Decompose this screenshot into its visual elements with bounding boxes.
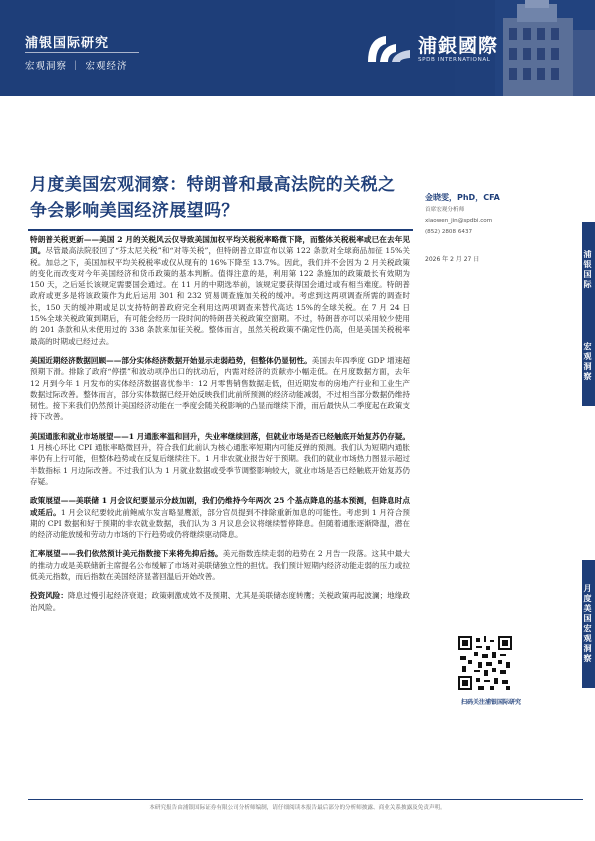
paragraph-lead: 美国通胀和就业市场展望——1 月通胀率温和回升，失业率继续回落，但就业市场是否已经触底开始复苏仍存疑。: [30, 431, 411, 441]
tab-monthly-us-macro: 月度美国宏观洞察: [582, 560, 595, 688]
tab-macro-insight: 宏观洞察: [582, 318, 595, 406]
analyst-phone: (852) 2808 6437: [425, 229, 473, 235]
logo-english-name: SPDB INTERNATIONAL: [418, 57, 491, 63]
paragraph-text: 尽管最高法院驳回了“芬太尼关税”和“对等关税”，但特朗普立即宣布以第 122 条款对全球商品加征 15%关税。加总之下，美国加权平均关税税率或仅从现有的 16%下降至 13.7%。因此，我们并不会因为 2 月关税政策的变化而改变对今年美国经济和货币政策的基本判断。值得注意的是，利用第 122 条施加的政策最长有效期为 150 天，之后延长该规定需要国会通过。在 11 月的中期选举前，该规定要获得国会通过或有相当难度。特朗普政府或更多是将该政策作为此后运用 301 和 232 贸易调查施加关税的缓冲。考虑到这两项调查所需的调查时长，150 天的缓冲期或足以支持特朗普政府完全利用这两项调查来替代高达 15%的全球关税。在 7 月 24 日 15%全球关税政策到期后，有可能会经历一段时间的特朗普关税政策空窗期。不过，特朗普亦可以采用较少使用的 201 条款和从未使用过的 338 条款来加征关税。整体而言，虽然关税政策不确定性仍高，但是美国关税税率最高的时期或已经过去。: [30, 246, 411, 346]
footer-disclaimer: 本研究报告由浦银国际证券有限公司分析师编制，请仔细阅读本报告最后部分的分析师披露、商业关系披露及免责声明。: [149, 805, 446, 811]
paragraph-tariff: [30, 234, 410, 347]
paragraph-risks: [30, 590, 410, 613]
paragraph-lead: 投资风险：: [30, 591, 68, 601]
paragraph-lead: 汇率展望——我们依然预计美元指数接下来将先抑后扬。: [30, 549, 223, 559]
logo-name: 浦銀國際: [418, 35, 499, 57]
research-brand-title: 浦银国际研究: [25, 36, 110, 51]
spdb-logo-icon: [366, 32, 412, 66]
qr-code-icon[interactable]: [458, 636, 512, 690]
analyst-card: [425, 192, 545, 236]
paragraph-lead: 政策展望——美联储 1 月会议纪要显示分歧加剧，我们仍维持今年两次 25 个基点降息的基本预测，但降息时点或延后。: [30, 496, 410, 517]
report-category: 宏观洞察 ｜ 宏观经济: [25, 61, 128, 72]
paragraph-policy: [30, 495, 410, 540]
paragraph-text: 美元指数连续走弱的趋势在 2 月告一段落。这其中最大的推动力或是美联储新主席提名公布缓解了市场对美联储独立性的担忧。我们预计短期内经济动能走弱的压力或拉低美元指数，而后指数在美国经济显著回温后开始改善。: [30, 549, 411, 582]
report-title: 月度美国宏观洞察：特朗普和最高法院的关税之争会影响美国经济展望吗？: [30, 175, 396, 221]
title-divider: [28, 229, 413, 231]
paragraph-text: 降息过慢引起经济衰退；政策刺激成效不及预期、尤其是美联储态度转鹰；关税政策再起波澜；地缘政治风险。: [30, 591, 410, 612]
analyst-name: 金晓雯，PhD，CFA: [425, 193, 500, 202]
paragraph-lead: 特朗普关税更新——美国 2 月的关税风云仅导致美国加权平均关税税率略微下降，而整体关税税率或已在去年见顶。: [30, 235, 410, 256]
paragraph-text: 1 月核心环比 CPI 通胀率略微回升，符合我们此前认为核心通胀率短期内可能反弹的预测。我们认为短期内通胀率仍有上行可能，但整体趋势或在反复后继续往下。1 月非农就业报告好于预期。我们的就业市场热力图显示超过半数指标 1 月边际改善。不过我们认为 1 月就业数据或受季节调整影响较大，就业市场是否已经触底开始复苏仍存疑。: [30, 443, 410, 486]
report-date: 2026 年 2 月 27 日: [425, 256, 480, 263]
header-banner: [0, 0, 595, 96]
paragraph-text: 美国去年四季度 GDP 增速超预期下滑。排除了政府“停摆”和波动项净出口的扰动后，内需对经济的贡献亦小幅走低。在月度数据方面，去年 12 月到今年 1 月发布的实体经济数据喜忧参半：12 月零售销售数据走低，但近期发布的房地产行业和工业生产数据过际改善。整体而言，部分实体数据已经开始反映我们此前所预测的经济动能减弱，不过相当部分数据仍维持韧性。接下来我们仍然预计美国经济动能在一季度会随关税影响的凸显而继续下滑，而后最快从二季度起在政策支持下改善。: [30, 355, 410, 422]
analyst-email[interactable]: xiaowen_jin@spdbi.com: [425, 218, 493, 224]
analyst-role: 首席宏观分析师: [425, 207, 465, 213]
paragraph-economic-data: [30, 355, 410, 423]
footer-divider: [28, 799, 583, 800]
paragraph-fx: [30, 548, 410, 582]
qr-caption: 扫码关注浦银国际研究: [460, 699, 521, 706]
tab-spdb-international: 浦银国际: [582, 222, 595, 318]
paragraph-text: 1 月会议纪要较此前鲍威尔发言略显鹰派，部分官员提到不排除重新加息的可能性。考虑到 1 月符合预期的 CPI 数据和好于预期的非农就业数据，我们认为 3 月议息会议将继续暂停降息。但随着通胀逐渐降温，潜在的经济动能放缓和劳动力市场的下行趋势或仍将继续驱动降息。: [30, 507, 411, 540]
banner-divider: [25, 52, 139, 53]
paragraph-lead: 美国近期经济数据回顾——部分实体经济数据开始显示走弱趋势，但整体仍显韧性。: [30, 355, 312, 365]
company-logo: [366, 32, 498, 66]
paragraph-inflation-employment: [30, 431, 410, 487]
report-body: [30, 234, 410, 621]
